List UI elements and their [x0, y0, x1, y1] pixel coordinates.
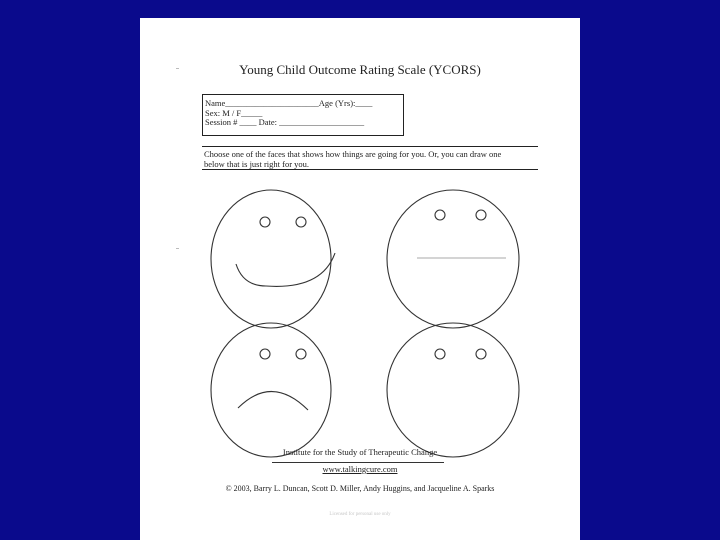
sex-field: Sex: M / F_____ [205, 107, 263, 118]
institute-name: Institute for the Study of Therapeutic Change [282, 447, 438, 457]
sad-face[interactable] [211, 323, 331, 457]
form-page [140, 18, 580, 540]
faint-watermark-text: Licensed for personal use only [329, 512, 391, 517]
website-link[interactable]: www.talkingcure.com [322, 464, 398, 474]
instructions-line-2: below that is just right for you. [204, 159, 310, 169]
blank-face[interactable] [387, 323, 519, 457]
instructions-line-1: Choose one of the faces that shows how things are going for you. Or, you can draw one [204, 149, 502, 159]
form-title: Young Child Outcome Rating Scale (YCORS) [239, 62, 481, 77]
happy-face[interactable] [211, 190, 335, 328]
neutral-face[interactable] [387, 190, 519, 328]
margin-mark [176, 248, 179, 249]
name-age-field: Name______________________Age (Yrs):____ [205, 98, 373, 108]
session-date-field: Session # ____ Date: ____________________ [205, 117, 365, 127]
copyright-notice: © 2003, Barry L. Duncan, Scott D. Miller, Andy Huggins, and Jacqueline A. Sparks [225, 484, 495, 493]
footer-divider [272, 462, 444, 463]
margin-mark [176, 68, 179, 69]
